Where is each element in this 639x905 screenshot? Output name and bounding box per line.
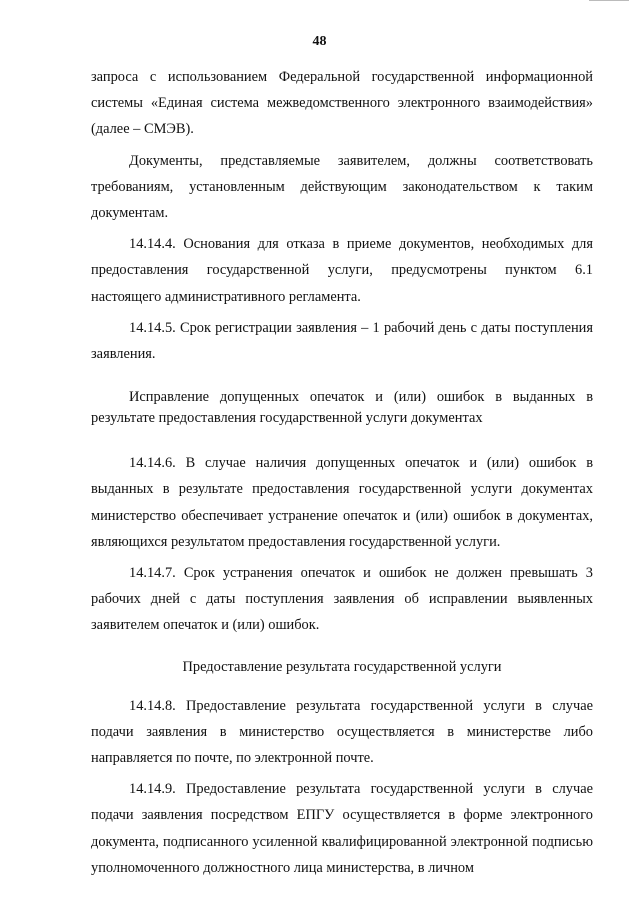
page-number: 48 — [312, 34, 327, 49]
paragraph-document-requirements: Документы, представляемые заявителем, должны соответствовать требованиям, установленным действующим законодательством к таким документам. — [91, 152, 593, 222]
section-heading-corrections: Исправление допущенных опечаток и (или) ошибок в выданных в результате предоставления государственной услуги документах — [91, 389, 593, 427]
paragraph-14-14-4: 14.14.4. Основания для отказа в приеме документов, необходимых для предоставления государственной услуги, предусмотрены пунктом 6.1 настоящего административного регламента. — [91, 236, 593, 305]
section-heading-result: Предоставление результата государственной услуги — [182, 658, 502, 675]
paragraph-smev-request: запроса с использованием Федеральной государственной информационной системы «Единая система межведомственного электронного взаимодействия» (далее – СМЭВ). — [91, 69, 593, 138]
paragraph-14-14-9: 14.14.9. Предоставление результата государственной услуги в случае подачи заявления посредством ЕПГУ осуществляется в форме электронного документа, подписанного усиленной квалифицированной электронной подписью уполномоченного должностного лица министерства, в личном — [91, 781, 593, 876]
paragraph-14-14-5: 14.14.5. Срок регистрации заявления – 1 рабочий день с даты поступления заявления. — [91, 319, 593, 363]
paragraph-14-14-7: 14.14.7. Срок устранения опечаток и ошибок не должен превышать 3 рабочих дней с даты поступления заявления об исправлении выявленных заявителем опечаток и (или) ошибок. — [91, 565, 593, 634]
paragraph-14-14-6: 14.14.6. В случае наличия допущенных опечаток и (или) ошибок в выданных в результате предоставления государственной услуги документах министерство обеспечивает устранение опечаток и (или) ошибок в документах, являющихся результатом предоставления государственной услуги. — [91, 455, 593, 550]
scan-corner-mark — [589, 0, 629, 3]
document-body — [91, 64, 593, 881]
paragraph-14-14-8: 14.14.8. Предоставление результата государственной услуги в случае подачи заявления в министерство осуществляется в министерстве либо направляется по почте, по электронной почте. — [91, 697, 593, 767]
